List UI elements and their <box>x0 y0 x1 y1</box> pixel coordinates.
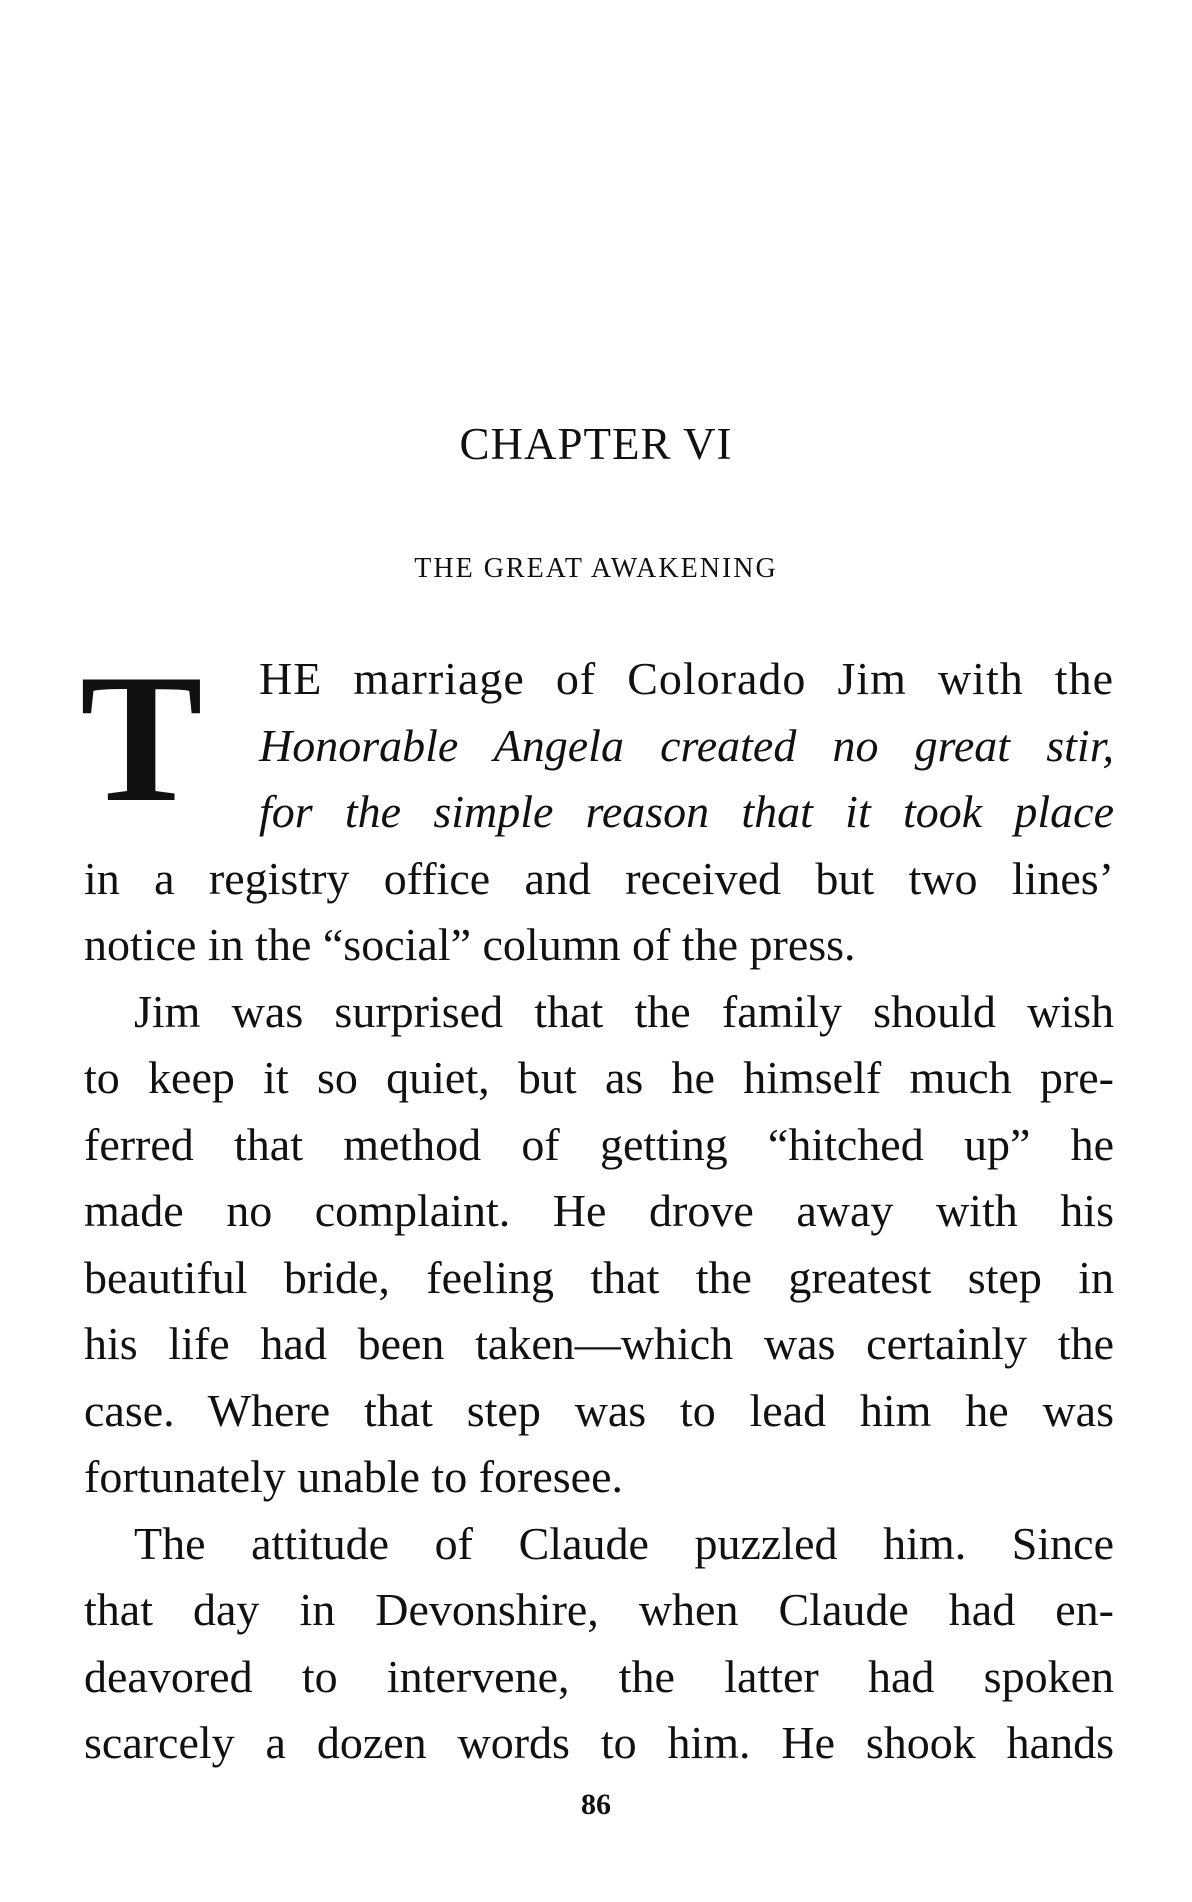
text-line: scarcely a dozen words to him. He shook hands <box>84 1717 1114 1768</box>
text-line: HE marriage of Colorado Jim with the <box>259 653 1114 704</box>
chapter-subtitle: THE GREAT AWAKENING <box>414 553 778 584</box>
text-line: in a registry office and received but two lines’ <box>84 852 1114 904</box>
text-line: ferred that method of getting “hitched up” he <box>84 1118 1114 1170</box>
text-line: beautiful bride, feeling that the greatest step in <box>84 1251 1114 1303</box>
text-line: Jim was surprised that the family should wish <box>134 985 1114 1037</box>
text-line: made no complaint. He drove away with his <box>84 1185 1114 1236</box>
text-line: Honorable Angela created no great stir, <box>259 719 1114 771</box>
body-text <box>80 636 1114 1777</box>
text-line: case. Where that step was to lead him he was <box>84 1384 1114 1436</box>
text-line: deavored to intervene, the latter had spoken <box>84 1650 1114 1702</box>
text-line: his life had been taken—which was certainly the <box>84 1318 1114 1369</box>
text-line: notice in the “social” column of the press. <box>84 919 856 970</box>
paragraph-2 <box>84 979 1114 1511</box>
text-line: fortunately unable to foresee. <box>84 1451 623 1502</box>
text-line: The attitude of Claude puzzled him. Since <box>134 1517 1114 1569</box>
paragraph-3 <box>84 1511 1114 1777</box>
drop-cap: T <box>80 636 203 840</box>
paragraph-1 <box>80 636 1114 979</box>
page-number: 86 <box>581 1788 611 1821</box>
text-line: that day in Devonshire, when Claude had en- <box>84 1584 1114 1635</box>
text-line: to keep it so quiet, but as he himself much pre- <box>84 1052 1114 1103</box>
chapter-title: CHAPTER VI <box>459 419 733 469</box>
text-line: for the simple reason that it took place <box>259 786 1114 837</box>
